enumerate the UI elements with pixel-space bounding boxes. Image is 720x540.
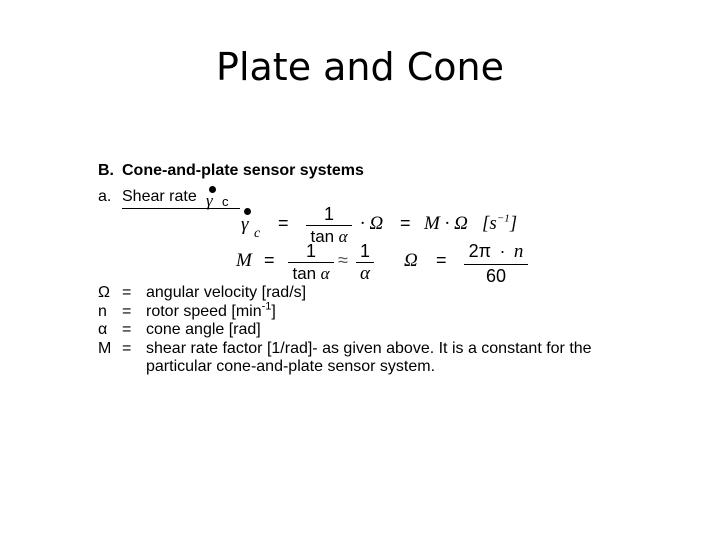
eq2-approx: ≈ — [338, 250, 348, 270]
eq2-fraction-2 — [356, 241, 374, 284]
definition-equals: = — [122, 284, 132, 301]
definition-text: particular cone-and-plate sensor system. — [146, 358, 436, 375]
eq2-frac1-bar — [288, 262, 334, 263]
eq2-fraction-1 — [288, 241, 334, 285]
eq1-frac-den-word: tan — [310, 227, 335, 247]
gamma-symbol-label: γ — [206, 191, 213, 210]
eq1-dot-omega: · Ω — [360, 213, 384, 234]
eq2-frac3-num-a: 2π — [468, 241, 492, 261]
eq2-frac3-num-dot: · — [499, 241, 506, 261]
eq2-equals-2: = — [436, 250, 447, 270]
eq1-frac-numerator: 1 — [323, 204, 334, 224]
slide-title: Plate and Cone — [216, 45, 504, 89]
definition-text — [146, 300, 276, 322]
eq2-frac1-den-symbol: α — [320, 264, 330, 284]
eq1-unit-sup: −1 — [496, 212, 510, 225]
eq2-lhs: M — [236, 250, 252, 271]
definition-symbol: Ω — [98, 284, 110, 301]
eq1-frac-bar — [306, 225, 352, 226]
section-title: Cone-and-plate sensor systems — [122, 162, 364, 179]
eq2-frac3-bar — [464, 264, 528, 265]
definition-text: shear rate factor [1/rad]- as given above. It is a constant for the — [146, 339, 592, 357]
definition-text-sup: -1 — [261, 300, 272, 313]
definition-text-post: ] — [271, 302, 276, 320]
definition-text: angular velocity [rad/s] — [146, 284, 307, 301]
eq2-omega: Ω — [404, 250, 418, 271]
eq1-rhs: M · Ω — [424, 213, 468, 234]
definition-symbol: M — [98, 339, 112, 357]
definition-equals: = — [122, 339, 132, 357]
equation-figure — [98, 160, 638, 390]
eq1-frac-den-symbol: α — [338, 227, 348, 247]
definition-text: cone angle [rad] — [146, 321, 261, 338]
gamma-subscript: c — [254, 226, 261, 241]
eq2-frac3-denominator: 60 — [485, 266, 507, 287]
eq2-fraction-3 — [464, 241, 528, 286]
gamma-subscript-label: c — [222, 194, 229, 209]
eq2-frac1-den-word: tan — [292, 264, 317, 284]
eq2-frac1-numerator: 1 — [305, 241, 316, 261]
section-letter: B. — [98, 162, 114, 179]
eq1-equals-1: = — [278, 213, 289, 233]
item-letter: a. — [98, 188, 112, 205]
eq2-frac2-numerator: 1 — [359, 241, 370, 261]
gamma-symbol: γ — [241, 214, 249, 235]
eq1-equals-2: = — [400, 213, 411, 233]
definition-text-pre: rotor speed [min — [146, 302, 262, 320]
item-label: Shear rate — [122, 188, 197, 205]
definition-equals: = — [122, 321, 132, 338]
definition-equals: = — [122, 302, 132, 320]
eq1-unit — [482, 213, 517, 235]
eq1-unit-close: ] — [509, 213, 518, 234]
eq1-unit-open: [s — [482, 213, 497, 234]
eq2-frac2-denominator: α — [360, 263, 370, 285]
eq2-equals-1: = — [264, 250, 275, 270]
eq2-frac3-num-b: n — [513, 241, 524, 262]
definition-symbol: α — [98, 321, 108, 338]
definition-symbol: n — [98, 302, 107, 320]
